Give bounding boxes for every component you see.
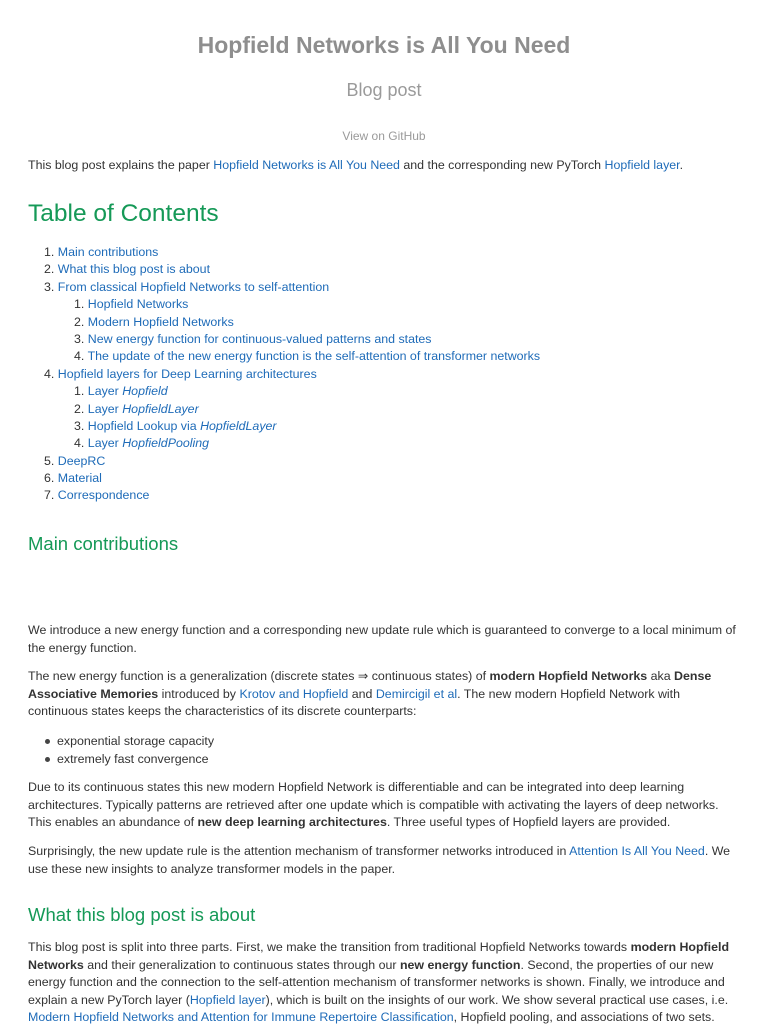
toc-number: 4. <box>74 349 85 364</box>
toc-subitem <box>28 296 740 313</box>
toc-link-main-contributions[interactable]: Main contributions <box>57 245 159 259</box>
toc-number: 5. <box>44 453 55 468</box>
paper-link[interactable]: Hopfield Networks is All You Need <box>213 158 400 172</box>
toc-link-layer-hopfieldpooling[interactable] <box>88 436 209 450</box>
toc-item <box>28 261 740 278</box>
toc-subitem <box>28 331 740 348</box>
toc-link-emphasis: HopfieldLayer <box>122 401 199 416</box>
toc-link-blog-post-about[interactable]: What this blog post is about <box>57 262 211 277</box>
immune-repertoire-link[interactable]: Modern Hopfield Networks and Attention for Immune Repertoire Classification <box>28 1010 454 1024</box>
contributions-paragraph-4 <box>28 843 740 878</box>
paragraph-text: and their generalization to continuous states through our <box>83 957 400 972</box>
toc-link-text: Layer <box>87 436 123 451</box>
hopfield-layer-link[interactable]: Hopfield layer <box>604 158 680 172</box>
toc-link-hopfield-layers[interactable]: Hopfield layers for Deep Learning architectures <box>57 366 317 381</box>
toc-link-emphasis: HopfieldLayer <box>200 418 277 433</box>
toc-item <box>28 487 740 504</box>
toc-number: 1. <box>44 245 55 259</box>
contributions-paragraph-3 <box>28 779 740 832</box>
toc-number: 4. <box>74 436 85 451</box>
paragraph-text: and <box>348 686 376 701</box>
toc-number: 6. <box>44 471 55 486</box>
section-heading-what-this-blog-post-is-about: What this blog post is about <box>28 904 256 925</box>
toc-subitem <box>28 348 740 365</box>
paragraph-text: Surprisingly, the new update rule is the attention mechanism of transformer networks introduced in <box>28 844 570 858</box>
krotov-hopfield-link[interactable]: Krotov and Hopfield <box>239 686 349 701</box>
intro-text: and the corresponding new PyTorch <box>399 158 605 172</box>
toc-link-correspondence[interactable]: Correspondence <box>57 488 150 503</box>
toc-link-text: Hopfield Lookup via <box>87 418 201 433</box>
toc-item <box>28 470 740 487</box>
characteristics-list <box>28 732 740 768</box>
toc-link-update-self-attention[interactable]: The update of the new energy function is the self-attention of transformer networks <box>87 349 541 364</box>
toc-subitem <box>28 418 740 435</box>
toc-heading: Table of Contents <box>28 200 219 227</box>
bold-text: modern Hopfield Networks <box>489 669 648 683</box>
toc-link-hopfield-networks[interactable]: Hopfield Networks <box>87 297 189 312</box>
contributions-paragraph-2 <box>28 668 740 721</box>
toc-link-emphasis: Hopfield <box>122 384 168 399</box>
intro-text: This blog post explains the paper <box>28 158 214 172</box>
paragraph-text: . We use these new insights to analyze transformer models in the paper. <box>28 844 731 876</box>
toc-number: 3. <box>44 279 55 294</box>
paragraph-text: . The new modern Hopfield Network with continuous states keeps the characteristics of its discrete counterparts: <box>28 686 681 718</box>
site-subtitle: Blog post <box>346 80 422 100</box>
bold-text: modern Hopfield Networks <box>28 940 730 972</box>
view-on-github-link[interactable]: View on GitHub <box>342 129 426 143</box>
toc-subitem <box>28 383 740 400</box>
toc-subitem <box>28 401 740 418</box>
toc-link-deeprc[interactable]: DeepRC <box>57 453 106 468</box>
toc-number: 4. <box>44 366 55 381</box>
attention-is-all-you-need-link[interactable]: Attention Is All You Need <box>569 844 705 858</box>
table-of-contents <box>28 244 740 505</box>
section-heading-main-contributions: Main contributions <box>28 533 179 554</box>
toc-number: 3. <box>74 418 85 433</box>
toc-link-modern-hopfield-networks[interactable]: Modern Hopfield Networks <box>87 314 234 329</box>
toc-number: 2. <box>74 314 85 329</box>
toc-link-layer-hopfieldlayer[interactable] <box>88 402 199 416</box>
toc-link-emphasis: HopfieldPooling <box>122 436 210 451</box>
paragraph-text: . Second, the properties of our new energy function and the connection to the self-attention mechanism of transformer networks is shown. Finally, we introduce and explain a new PyTorch layer ( <box>28 957 725 1007</box>
contributions-paragraph-1: We introduce a new energy function and a corresponding new update rule which is guaranteed to converge to a local minimum of the energy function. <box>28 623 736 655</box>
toc-number: 2. <box>74 401 85 416</box>
list-item: extremely fast convergence <box>28 750 740 768</box>
toc-number: 7. <box>44 488 55 503</box>
toc-number: 3. <box>74 331 85 346</box>
toc-link-text: Layer <box>87 401 123 416</box>
toc-link-material[interactable]: Material <box>57 471 102 486</box>
toc-link-classical-to-self-attention[interactable]: From classical Hopfield Networks to self-attention <box>57 279 330 294</box>
demircigil-link[interactable]: Demircigil et al <box>375 686 458 701</box>
paragraph-text: This blog post is split into three parts. First, we make the transition from traditional Hopfield Networks towards <box>28 940 631 954</box>
toc-item <box>28 453 740 470</box>
bold-text: new energy function <box>399 957 521 972</box>
paragraph-text: The new energy function is a generalization (discrete states ⇒ continuous states) of <box>28 669 490 683</box>
toc-link-text: Layer <box>87 384 123 399</box>
paragraph-text: introduced by <box>158 686 240 701</box>
paragraph-text: Due to its continuous states this new modern Hopfield Network is differentiable and can be integrated into deep learning architectures. Typically patterns are retrieved after one update which is compatible with activating the layers of deep networks. This enables an abundance of <box>28 780 719 829</box>
paragraph-text: . Three useful types of Hopfield layers are provided. <box>386 815 671 829</box>
intro-text: . <box>679 158 684 172</box>
bold-text: Dense Associative Memories <box>28 669 712 701</box>
hopfield-layer-link[interactable]: Hopfield layer <box>189 992 266 1007</box>
list-item: exponential storage capacity <box>28 732 740 750</box>
toc-link-new-energy-function[interactable]: New energy function for continuous-valued patterns and states <box>87 331 432 346</box>
paragraph-text: , Hopfield pooling, and associations of two sets. <box>453 1010 715 1024</box>
site-title: Hopfield Networks is All You Need <box>197 32 571 58</box>
toc-item <box>28 244 740 261</box>
paragraph-text: ), which is built on the insights of our work. We show several practical use cases, i.e. <box>265 992 729 1007</box>
toc-link-layer-hopfield[interactable] <box>88 384 168 398</box>
bold-text: new deep learning architectures <box>197 815 387 829</box>
toc-item <box>28 366 740 383</box>
toc-subitem <box>28 314 740 331</box>
toc-number: 1. <box>74 297 85 312</box>
about-paragraph <box>28 939 740 1027</box>
paragraph-text: aka <box>647 669 675 683</box>
toc-link-hopfield-lookup[interactable] <box>88 419 277 433</box>
intro-paragraph <box>28 157 740 175</box>
toc-number: 2. <box>44 262 55 277</box>
toc-subitem <box>28 435 740 452</box>
toc-item <box>28 279 740 296</box>
toc-number: 1. <box>74 384 85 399</box>
